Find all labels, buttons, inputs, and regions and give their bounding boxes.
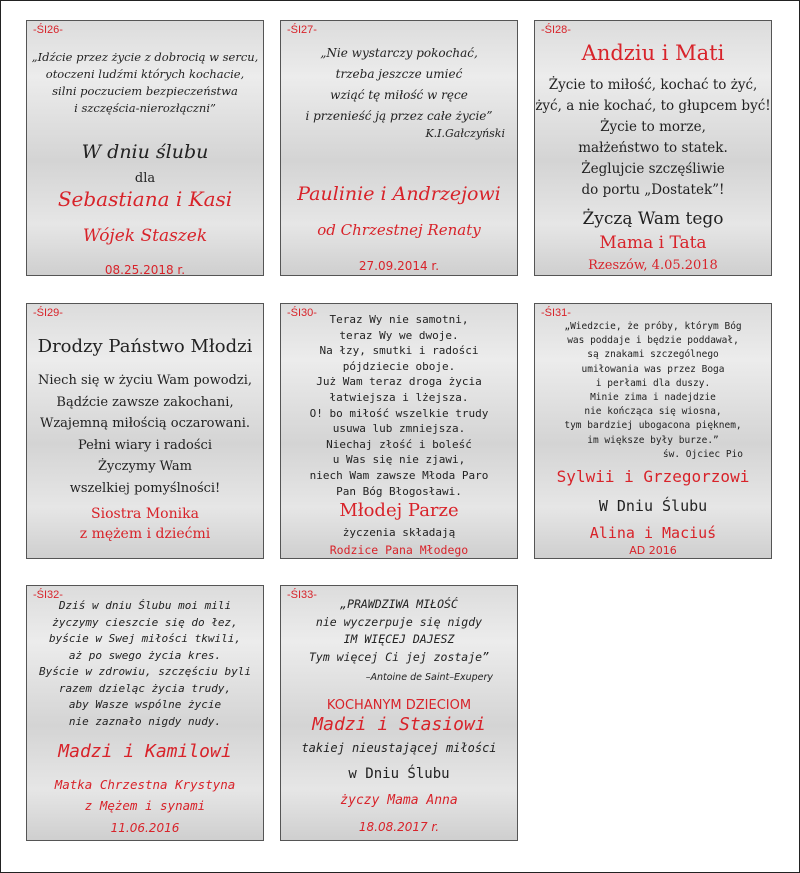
author-line: –Antoine de Saint–Exupery [365, 672, 493, 683]
verse-line: „PRAWDZIWA MIŁOŚĆ [340, 597, 458, 611]
verse-line: Byście w zdrowiu, szczęściu byli [39, 665, 251, 678]
wishes-line: Życzą Wam tego [582, 209, 724, 229]
plate-code: -ŚI29- [33, 307, 63, 319]
verse-line: wziąć tę miłość w ręce [330, 88, 468, 102]
sender-line: Alina i Maciuś [589, 524, 717, 542]
sender-line: Wójek Staszek [82, 226, 208, 246]
recipient-names: Madzi i Kamilowi [58, 741, 232, 762]
verse-line: żyć, a nie kochać, to głupcem być! [535, 98, 771, 114]
plate-si28 [534, 20, 772, 276]
verse-line: tym bardziej ubogacona pięknem, [564, 420, 742, 432]
recipient-names: Sylwii i Grzegorzowi [556, 467, 750, 486]
plate-si31 [534, 303, 772, 559]
plate-si30 [280, 303, 518, 559]
date-line: 18.08.2017 r. [358, 820, 440, 834]
verse-line: Bądźcie zawsze zakochani, [56, 394, 234, 410]
verse-line: „Idźcie przez życie z dobrocią w sercu, [31, 50, 259, 64]
recipient-names: Paulinie i Andrzejowi [297, 183, 501, 205]
verse-line: nie kończąca się wiosna, [584, 406, 722, 418]
verse-line: Tym więcej Ci jej zostaje” [308, 649, 489, 664]
sender-line: z mężem i dziećmi [79, 526, 211, 542]
verse-line: do portu „Dostatek”! [581, 182, 725, 198]
verse-line: was poddaje i będzie poddawał, [567, 335, 739, 347]
date-line: Rzeszów, 4.05.2018 [588, 258, 718, 273]
plate-si26 [26, 20, 264, 276]
verse-line: otoczeni ludźmi których kochacie, [45, 67, 245, 81]
verse-line: IM WIĘCEJ DAJESZ [343, 632, 455, 646]
verse-line: wszelkiej pomyślności! [69, 480, 221, 496]
verse-line: silni poczuciem bezpieczeństwa [52, 84, 238, 98]
verse-line: „Wiedzcie, że próby, którym Bóg [564, 321, 742, 332]
verse-line: Żeglujcie szczęśliwie [581, 161, 725, 177]
author-line: św. Ojciec Pio [662, 449, 743, 460]
sender-line: od Chrzestnej Renaty [317, 221, 481, 239]
verse-line: Minie zima i nadejdzie [590, 392, 716, 404]
verse-line: im większe były burze.” [587, 434, 719, 446]
occasion-line: W Dniu Ślubu [598, 497, 708, 515]
verse-line: aż po swego życia kres. [68, 648, 222, 662]
verse-line: i szczęścia-nierozłączni” [74, 101, 216, 115]
verse-line: Życzymy Wam [98, 459, 192, 474]
verse-line: Dziś w dniu Ślubu moi mili [58, 599, 232, 612]
date-line: 11.06.2016 [110, 821, 180, 835]
recipient-names: Sebastiana i Kasi [57, 187, 233, 211]
heading-line: Drodzy Państwo Młodzi [37, 336, 253, 357]
author-line: K.I.Gałczyński [425, 127, 505, 140]
date-line: 27.09.2014 r. [358, 259, 440, 273]
verse-line: byście w Swej miłości tkwili, [48, 632, 242, 645]
sender-line: z Mężem i synami [84, 798, 206, 813]
dedication-line: KOCHANYM DZIECIOM [326, 698, 472, 713]
verse-line: Już Wam teraz droga życia [316, 375, 482, 389]
verse-line: Życie to miłość, kochać to żyć, [548, 77, 758, 93]
dedication-line: dla [134, 171, 156, 186]
sender-line: życzy Mama Anna [340, 793, 458, 808]
sender-line: Rodzice Pana Młodego [329, 543, 469, 557]
verse-line: Wzajemną miłością oczarowani. [39, 416, 251, 431]
plate-code: -ŚI28- [541, 24, 571, 36]
verse-line: aby Wasze wspólne życie [68, 698, 222, 711]
occasion-line: w Dniu Ślubu [348, 766, 450, 782]
wishes-line: takiej nieustającej miłości [301, 741, 497, 755]
verse-line: Niech się w życiu Wam powodzi, [37, 373, 253, 388]
verse-line: Na łzy, smutki i radości [319, 344, 479, 358]
plate-code: -ŚI33- [287, 589, 317, 601]
verse-line: łatwiejsza i lżejsza. [329, 390, 469, 404]
verse-line: Pan Bóg Błogosławi. [336, 484, 462, 498]
plate-si29 [26, 303, 264, 559]
verse-line: Życie to morze, [600, 119, 706, 135]
plate-code: -ŚI32- [33, 589, 63, 601]
verse-line: O! bo miłość wszelkie trudy [309, 406, 489, 420]
sender-line: Siostra Monika [91, 506, 199, 522]
recipient-names: Andziu i Mati [581, 41, 725, 65]
verse-line: Teraz Wy nie samotni, [329, 313, 469, 326]
date-line: 08.25.2018 r. [104, 263, 186, 276]
verse-line: pójdziecie oboje. [342, 359, 456, 373]
verse-line: nie wyczerpuje się nigdy [315, 614, 483, 629]
verse-line: u Was się nie zjawi, [332, 453, 466, 467]
recipient-names: Młodej Parze [339, 500, 459, 521]
verse-line: usuwa lub zmniejsza. [332, 422, 466, 436]
plate-code: -ŚI27- [287, 24, 317, 36]
verse-line: teraz Wy we dwoje. [339, 328, 459, 342]
verse-line: i przenieść ją przez całe życie” [305, 109, 493, 123]
recipient-names: Madzi i Stasiowi [312, 714, 486, 735]
verse-line: małżeństwo to statek. [578, 140, 728, 156]
date-line: AD 2016 [629, 544, 677, 557]
plate-code: -ŚI26- [33, 24, 63, 36]
wishes-line: życzenia składają [342, 526, 456, 539]
occasion-line: W dniu ślubu [81, 141, 209, 163]
plate-si27 [280, 20, 518, 276]
verse-line: umiłowania was przez Boga [581, 363, 725, 375]
verse-line: niech Wam zawsze Młoda Paro [309, 468, 489, 482]
verse-line: Niechaj złość i boleść [326, 437, 472, 451]
sender-line: Matka Chrzestna Krystyna [54, 777, 236, 792]
plate-code: -ŚI31- [541, 307, 571, 319]
verse-line: i perłami dla duszy. [595, 377, 711, 389]
verse-line: „Nie wystarczy pokochać, [320, 46, 478, 60]
plate-si33 [280, 585, 518, 841]
sender-line: Mama i Tata [599, 233, 707, 253]
plate-si32 [26, 585, 264, 841]
verse-line: są znakami szczególnego [587, 349, 719, 361]
verse-line: Pełni wiary i radości [78, 437, 212, 453]
verse-line: nie zaznało nigdy nudy. [68, 714, 222, 728]
verse-line: trzeba jeszcze umieć [335, 67, 463, 81]
verse-line: razem dzieląc życia trudy, [58, 681, 232, 695]
verse-line: życzymy cieszcie się do łez, [52, 615, 238, 629]
plate-code: -ŚI30- [287, 307, 317, 319]
